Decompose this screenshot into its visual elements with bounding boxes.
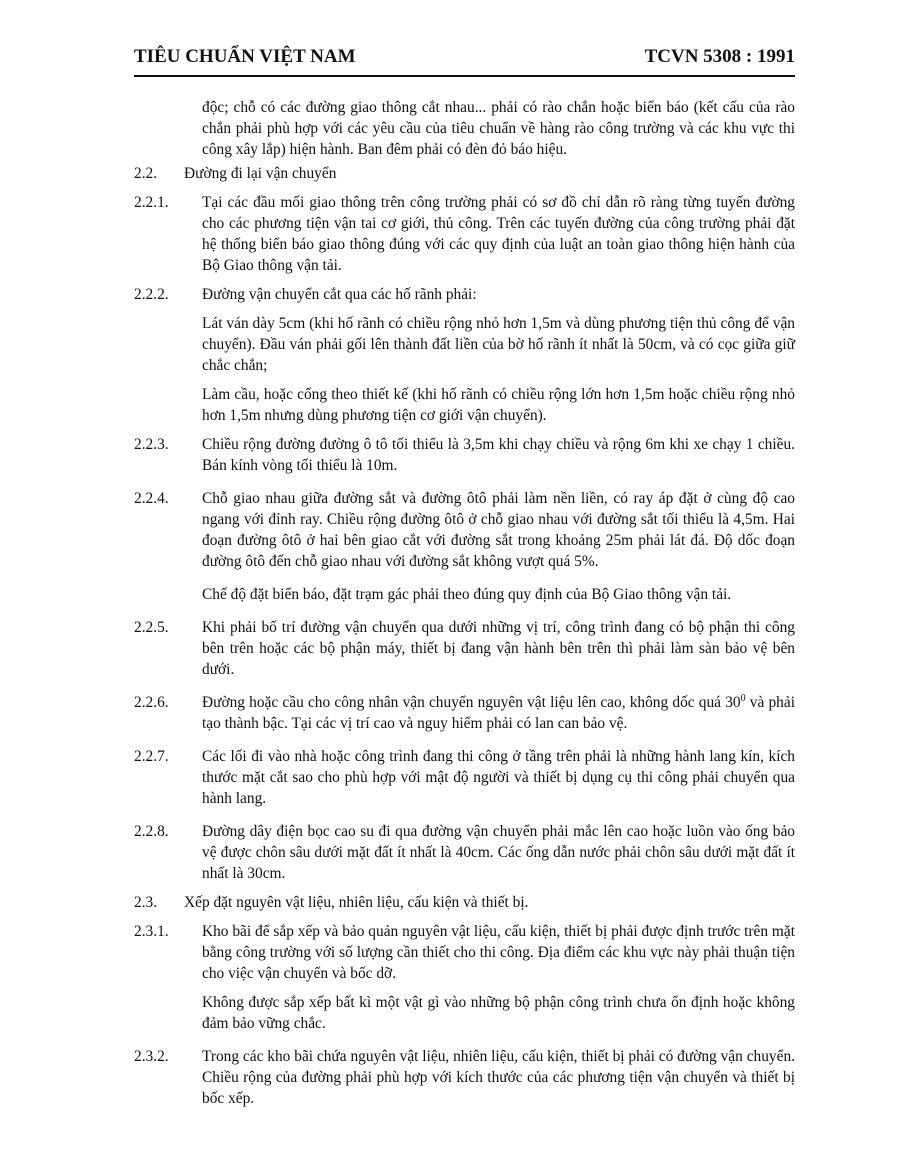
clause-2-2-2: 2.2.2. Đường vận chuyển cắt qua các hố rãnh phải: Lát ván dày 5cm (khi hố rãnh có chiều rộng nhỏ hơn 1,5m và dùng phương tiện thủ công để vận chuyển). Đầu ván phải gối lên thành đất liền của bờ hố rãnh ít nhất là 50cm, và có cọc giữa giữ chắc chắn; Làm cầu, hoặc cống theo thiết kế (khi hố rãnh có chiều rộng lớn hơn 1,5m hoặc chiều rộng nhỏ hơn 1,5m nhưng dùng phương tiện cơ giới vận chuyển). xyxy=(134,286,795,424)
page-header xyxy=(134,46,795,76)
section-2-2-heading: 2.2. Đường đi lại vận chuyển xyxy=(134,165,337,182)
header-divider xyxy=(134,75,795,77)
section-2-3-heading: 2.3. Xếp đặt nguyên vật liệu, nhiên liệu, cấu kiện và thiết bị. xyxy=(134,894,529,911)
clause-2-3-2: 2.3.2. Trong các kho bãi chứa nguyên vật liệu, nhiên liệu, cấu kiện, thiết bị phải có đường vận chuyển. Chiều rộng của đường phải phù hợp với kích thước của các phương tiện vận chuyển và thiết bị bốc xếp. xyxy=(134,1048,795,1107)
clause-2-2-2-para-2: Làm cầu, hoặc cống theo thiết kế (khi hố rãnh có chiều rộng lớn hơn 1,5m hoặc chiều rộng nhỏ hơn 1,5m nhưng dùng phương tiện cơ giới vận chuyển). xyxy=(202,386,795,424)
clause-2-2-3: 2.2.3. Chiều rộng đường đường ô tô tối thiểu là 3,5m khi chạy chiều và rộng 6m khi xe chạy 1 chiều. Bán kính vòng tối thiểu là 10m. xyxy=(134,436,795,474)
clause-2-2-4: 2.2.4. Chỗ giao nhau giữa đường sắt và đường ôtô phải làm nền liền, có ray áp đặt ở cùng độ cao ngang với đỉnh ray. Chiều rộng đường ôtô ở chỗ giao nhau với đường sắt tối thiểu là 4,5m. Hai đoạn đường ôtô ở hai bên giao cắt với đường sắt trong khoảng 25m phải lát đá. Độ dốc đoạn đường ôtô đến chỗ giao nhau với đường sắt không vượt quá 5%. Chế độ đặt biển báo, đặt trạm gác phải theo đúng quy định của Bộ Giao thông vận tải. xyxy=(134,490,795,603)
clause-2-2-4-para-1: Chế độ đặt biển báo, đặt trạm gác phải theo đúng quy định của Bộ Giao thông vận tải. xyxy=(202,586,732,603)
clause-2-3-1: 2.3.1. Kho bãi để sắp xếp và bảo quản nguyên vật liệu, cấu kiện, thiết bị phải được định trước trên mặt bằng công trường với số lượng cần thiết cho thi công. Địa điểm các khu vực này phải thuận tiện cho việc vận chuyển và bốc dỡ. Không được sắp xếp bất kì một vật gì vào những bộ phận công trình chưa ổn định hoặc không đảm bảo vững chắc. xyxy=(134,923,795,1032)
intro-paragraph: độc; chỗ có các đường giao thông cắt nhau... phải có rào chắn hoặc biển báo (kết cấu của rào chắn phải phù hợp với các yêu cầu của tiêu chuẩn về hàng rào công trường và các khu vực thi công xây lắp) hiện hành. Ban đêm phải có đèn đỏ báo hiệu. xyxy=(202,99,795,158)
clause-2-2-7: 2.2.7. Các lối đi vào nhà hoặc công trình đang thi công ở tầng trên phải là những hành lang kín, kích thước mặt cắt sao cho phù hợp với mật độ người và thiết bị dụng cụ thi công phải chuyển qua hành lang. xyxy=(134,748,795,807)
header-standard-title: TIÊU CHUẨN VIỆT NAM xyxy=(134,46,356,67)
clause-2-3-1-para-1: Không được sắp xếp bất kì một vật gì vào những bộ phận công trình chưa ổn định hoặc không đảm bảo vững chắc. xyxy=(202,994,795,1032)
degree-superscript: 0 xyxy=(740,692,746,704)
clause-2-2-1: 2.2.1. Tại các đầu mối giao thông trên công trường phải có sơ đồ chỉ dẫn rõ ràng từng tuyến đường cho các phương tiện vận tai cơ giới, thủ công. Trên các tuyến đường của công trường phải đặt hệ thống biển báo giao thông đúng với các quy định của luật an toàn giao thông hiện hành của Bộ Giao thông vận tải. xyxy=(134,194,795,274)
clause-2-2-5: 2.2.5. Khi phải bố trí đường vận chuyển qua dưới những vị trí, công trình đang có bộ phận thi công bên trên hoặc các bộ phận máy, thiết bị đang vận hành bên trên thì phải làm sàn bảo vệ bên dưới. xyxy=(134,619,795,678)
document-body xyxy=(134,97,795,1109)
clause-2-2-6: 2.2.6. Đường hoặc cầu cho công nhân vận chuyển nguyên vật liệu lên cao, không dốc quá $30^0$ và phải tạo thành bậc. Tại các vị trí cao và nguy hiểm phải có lan can bảo vệ. xyxy=(134,692,795,732)
clause-2-2-8: 2.2.8. Đường dây điện bọc cao su đi qua đường vận chuyển phải mắc lên cao hoặc luồn vào ống bảo vệ được chôn sâu dưới mặt đất ít nhất là 40cm. Các ống dẫn nước phải chôn sâu dưới mặt đất ít nhất là 30cm. xyxy=(134,823,795,882)
clause-2-2-2-para-1: Lát ván dày 5cm (khi hố rãnh có chiều rộng nhỏ hơn 1,5m và dùng phương tiện thủ công để vận chuyển). Đầu ván phải gối lên thành đất liền của bờ hố rãnh ít nhất là 50cm, và có cọc giữa giữ chắc chắn; xyxy=(202,315,795,374)
header-standard-code: TCVN 5308 : 1991 xyxy=(644,46,795,67)
